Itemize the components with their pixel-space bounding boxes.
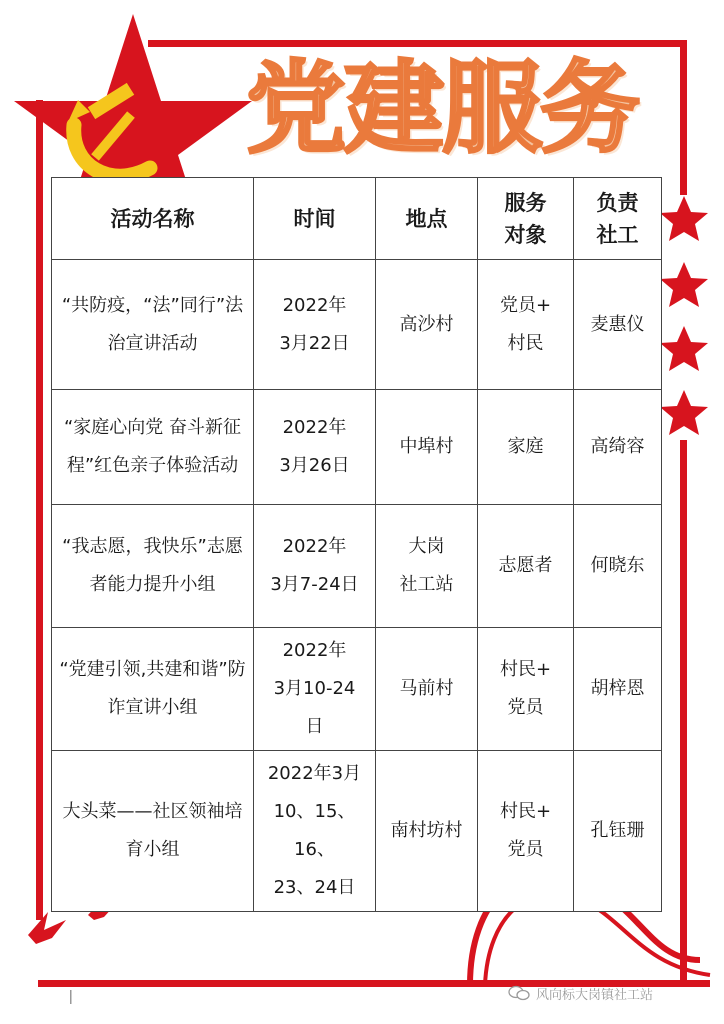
cell-time: 2022年3月 10、15、16、 23、24日: [254, 751, 376, 912]
cell-location: 中埠村: [376, 390, 478, 505]
header-time: 时间: [254, 178, 376, 260]
table-row: [52, 505, 662, 628]
cell-social-worker: 孔钰珊: [574, 751, 662, 912]
star-icon: [660, 390, 708, 435]
cell-activity-name: “共防疫，“法”同行”法治宣讲活动: [52, 260, 254, 390]
frame-left-line: [36, 100, 43, 920]
header-activity-name: 活动名称: [52, 178, 254, 260]
cell-target-group: 志愿者: [478, 505, 574, 628]
cell-time: 2022年 3月10-24 日: [254, 628, 376, 751]
cell-social-worker: 麦惠仪: [574, 260, 662, 390]
cell-target-group: 村民+ 党员: [478, 628, 574, 751]
header-social-worker: 负责 社工: [574, 178, 662, 260]
page-title: 党建服务: [246, 50, 638, 167]
cell-social-worker: 胡梓恩: [574, 628, 662, 751]
page-tick: [70, 990, 72, 1004]
frame-right-line-lower: [680, 440, 687, 980]
cell-location: 大岗 社工站: [376, 505, 478, 628]
cell-location: 马前村: [376, 628, 478, 751]
cell-time: 2022年 3月26日: [254, 390, 376, 505]
cell-time: 2022年 3月22日: [254, 260, 376, 390]
table-row: [52, 390, 662, 505]
cell-location: 南村坊村: [376, 751, 478, 912]
dove-icon: [28, 912, 66, 944]
cell-activity-name: 大头菜——社区领袖培育小组: [52, 751, 254, 912]
table-row: [52, 751, 662, 912]
star-icon: [660, 326, 708, 371]
star-icon: [660, 196, 708, 241]
table-header-row: [52, 178, 662, 260]
table-row: [52, 628, 662, 751]
frame-right-line-upper: [680, 40, 687, 195]
cell-target-group: 党员+ 村民: [478, 260, 574, 390]
cell-time: 2022年 3月7-24日: [254, 505, 376, 628]
cell-target-group: 家庭: [478, 390, 574, 505]
cell-location: 高沙村: [376, 260, 478, 390]
cell-activity-name: “家庭心向党 奋斗新征程”红色亲子体验活动: [52, 390, 254, 505]
header-target-group: 服务 对象: [478, 178, 574, 260]
cell-social-worker: 何晓东: [574, 505, 662, 628]
watermark-text: 风向标大岗镇社工站: [536, 987, 654, 1003]
wechat-icon: [508, 985, 530, 1001]
table-row: [52, 260, 662, 390]
activity-table: [51, 177, 662, 912]
cell-social-worker: 高绮容: [574, 390, 662, 505]
cell-activity-name: “党建引领,共建和谐”防诈宣讲小组: [52, 628, 254, 751]
star-icon: [660, 262, 708, 307]
cell-target-group: 村民+ 党员: [478, 751, 574, 912]
header-location: 地点: [376, 178, 478, 260]
cell-activity-name: “我志愿，我快乐”志愿者能力提升小组: [52, 505, 254, 628]
watermark: [508, 982, 718, 1004]
